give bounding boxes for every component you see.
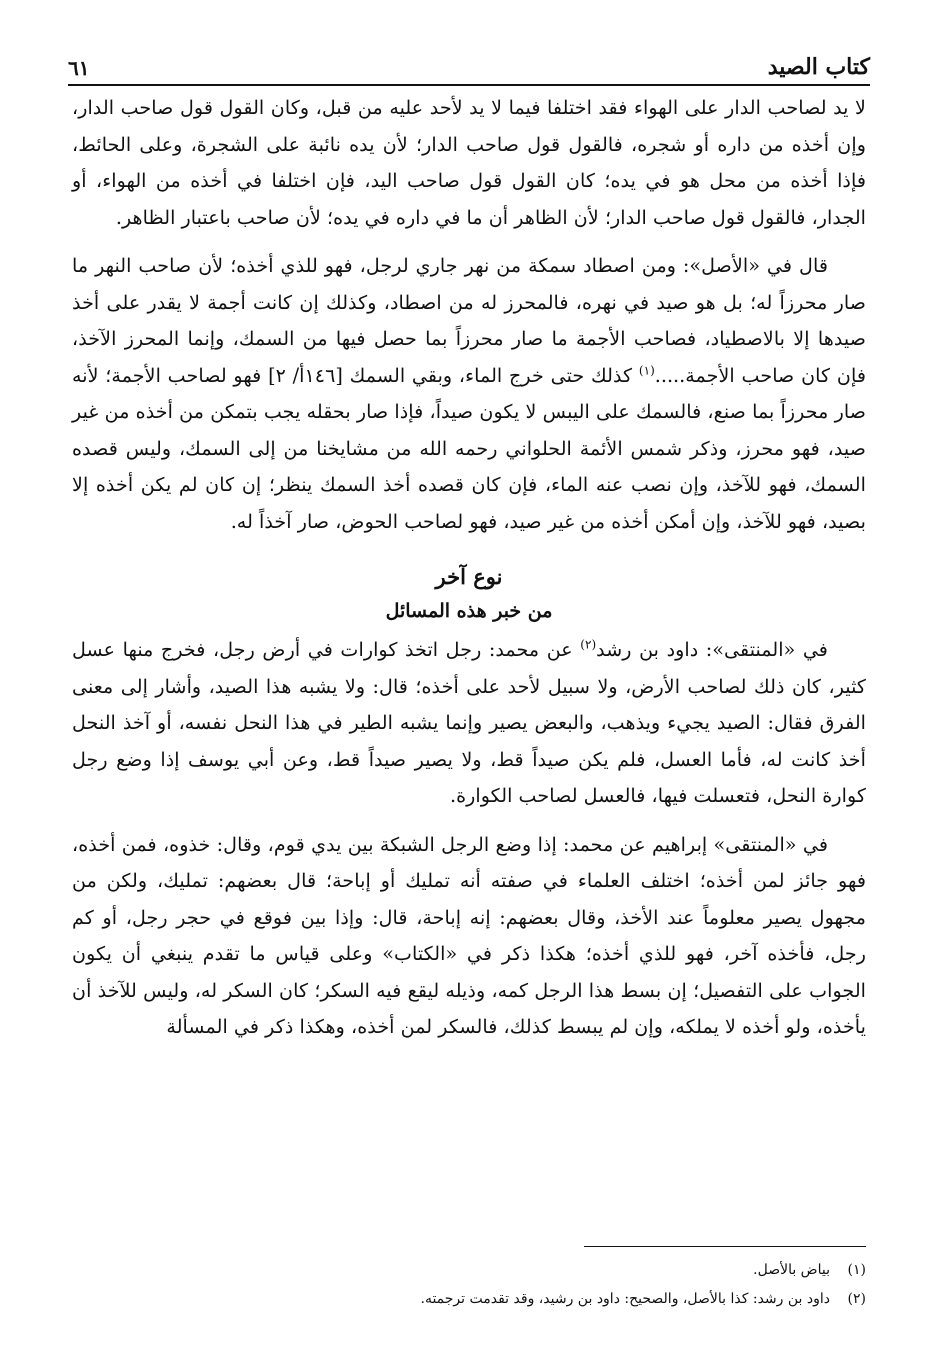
footnote-1 [72, 1256, 866, 1285]
paragraph-2 [72, 248, 866, 540]
section-subheading: من خبر هذه المسائل [385, 600, 553, 622]
paragraph-1 [72, 90, 866, 236]
footnote-number: (١) [847, 1262, 866, 1278]
page-number: ٦١ [68, 56, 90, 80]
paragraph-2-text-a: قال في «الأصل»: ومن اصطاد سمكة من نهر جاري لرجل، فهو للذي أخذه؛ لأن صاحب النهر ما صار محرزاً له؛ بل هو صيد في نهره، فالمحرز له من اصطاد، وكذلك إن كانت أجمة لا يقدر على أخذ صيدها إلا بالاصطياد، فصاحب الأجمة ما صار محرزاً بما حصل فيها من السمك، وإنما المحرز الآخذ، فإن كان صاحب الأجمة..... [72, 254, 866, 387]
footnote-text: بياض بالأصل. [753, 1262, 830, 1278]
footnotes [72, 1256, 866, 1314]
main-text [72, 90, 866, 1058]
paragraph-3 [72, 632, 866, 815]
paragraph-2-text-b: كذلك حتى خرج الماء، وبقي السمك [١٤٦أ/ ٢] فهو لصاحب الأجمة؛ لأنه صار محرزاً بما صنع، فالسمك على اليبس لا يكون صيداً، فإذا صار بحقله يجب بتمكن من أخذه من غير صيد، فهو محرز، وذكر شمس الأئمة الحلواني رحمه الله من مشايخنا من إلى السمك، وليس قصده السمك، فهو للآخذ، وإن نصب عنه الماء، فإن كان قصده أخذ السمك ينظر؛ إن كان لم يكن أخذه إلا بصيد، فهو للآخذ، وإن أمكن أخذه من غير صيد، فهو لصاحب الحوض، صار آخذاً له. [72, 363, 866, 533]
paragraph-1-text: لا يد لصاحب الدار على الهواء فقد اختلفا فيما لا يد لأحد عليه من قبل، وكان القول قول صاحب الدار، وإن أخذه من داره أو شجره، فالقول قول صاحب الدار؛ لأن يده نائبة على الشجرة، وعلى الحائط، فإذا أخذه من محل هو في يده؛ كان القول قول صاحب اليد، فإن اختلفا في أخذه من الهواء، أو الجدار، فالقول قول صاحب الدار؛ لأن الظاهر أن ما في داره في يده؛ لأن صاحب باعتبار الظاهر. [72, 96, 866, 229]
running-title: كتاب الصيد [767, 54, 870, 80]
footnote-2 [72, 1285, 866, 1314]
page-header [68, 36, 870, 86]
paragraph-4-text: في «المنتقى» إبراهيم عن محمد: إذا وضع الرجل الشبكة بين يدي قوم، وقال: خذوه، فمن أخذه، فهو جائز لمن أخذه؛ اختلف العلماء في صفته أنه تمليك أو إباحة؛ قال بعضهم: تمليك، ولكن من مجهول يصير معلوماً عند الأخذ، وقال بعضهم: إنه إباحة، قال: وإذا بين فوقع في حجر رجل، أو كم رجل، فأخذه آخر، فهو للذي أخذه؛ هكذا ذكر في «الكتاب» وعلى قياس ما تقدم ينبغي أن يكون الجواب على التفصيل؛ إن بسط هذا الرجل كمه، وذيله ليقع فيه السكر؛ كان السكر له، وليس للآخذ أن يأخذه، ولو أخذه لا يملكه، وإن لم يبسط كذلك، فالسكر لمن أخذه، وهكذا ذكر في المسألة [72, 832, 866, 1038]
footnote-number: (٢) [847, 1291, 866, 1307]
paragraph-4 [72, 827, 866, 1046]
footnote-marker-2: (٢) [580, 637, 597, 652]
paragraph-3-text-a: في «المنتقى»: داود بن رشد [596, 638, 828, 661]
section-heading: نوع آخر [435, 564, 503, 589]
footnote-marker-1: (١) [638, 363, 655, 378]
paragraph-3-text-b: عن محمد: رجل اتخذ كوارات في أرض رجل، فخرج منها عسل كثير، كان ذلك لصاحب الأرض، ولا سبيل لأحد على أخذه؛ قال: ولا يشبه هذا الصيد، وأشار إلى معنى الفرق فقال: الصيد يجيء ويذهب، والبعض يصير وإنما يشبه الطير في هذا النحل نفسه، أو آخذ النحل أخذ كانت له، فأما العسل، فلم يكن صيداً قط، ولا يصير صيداً قط، وعن أبي يوسف إذا وضع رجل كوارة النحل، فتعسلت فيها، فالعسل لصاحب الكوارة. [72, 638, 866, 807]
footnote-divider [584, 1246, 866, 1247]
footnote-text: داود بن رشد: كذا بالأصل، والصحيح: داود بن رشيد، وقد تقدمت ترجمته. [420, 1291, 830, 1307]
